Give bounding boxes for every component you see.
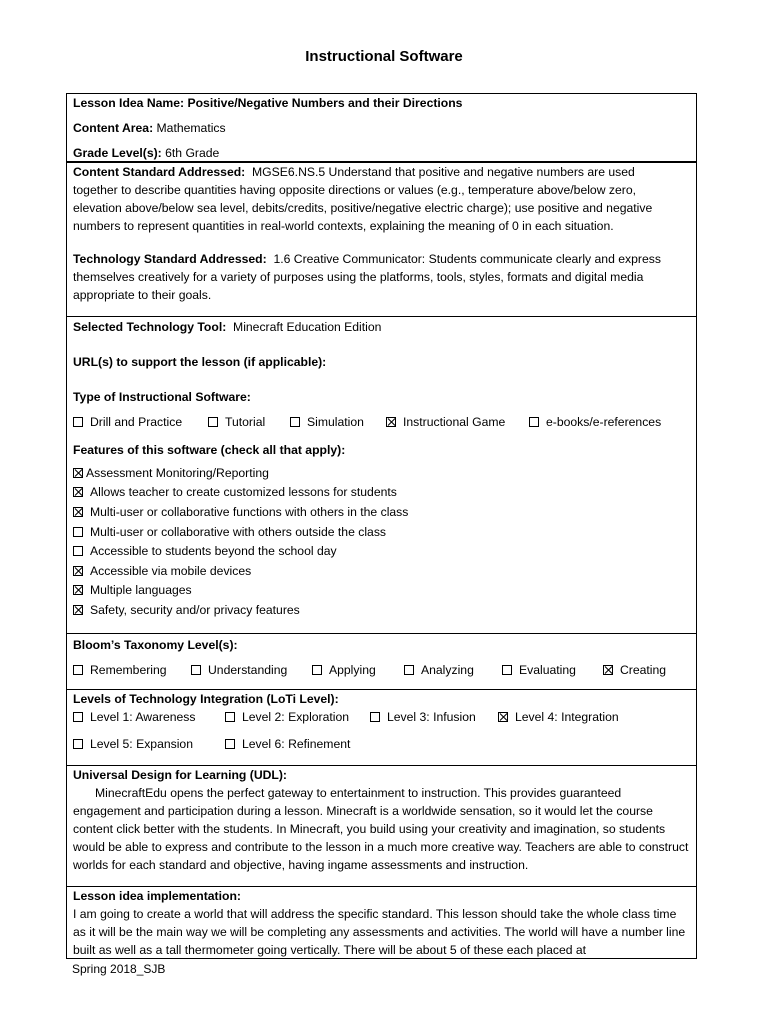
software-type-label: Type of Instructional Software: xyxy=(73,390,251,404)
loti-options-row-1 xyxy=(73,708,690,726)
tech-standard-line: 1.6 Creative Communicator: Students communicate clearly and express xyxy=(273,252,661,266)
content-standard-line: elevation above/below sea level, debits/credits, positive/negative electric charge); use positive and negative xyxy=(73,201,653,215)
software-type-options xyxy=(73,413,690,431)
blooms-label: Bloom’s Taxonomy Level(s): xyxy=(73,638,238,652)
tech-standard-line: themselves creatively for a variety of purposes using the platforms, tools, styles, formats and digital media xyxy=(73,270,644,284)
checkbox-icon[interactable] xyxy=(73,585,83,595)
implementation-text: I am going to create a world that will address the specific standard. This lesson should take the whole class time as it will be the main way we will be completing any assessments and activities. The world will have a number line built as well as a tall thermometer going vertically. There will be about 5 of these each placed at xyxy=(73,907,686,957)
content-area-row xyxy=(73,119,690,137)
type-option-label: e-books/e-references xyxy=(546,415,662,429)
loti-option-label: Level 1: Awareness xyxy=(90,710,196,724)
selected-tool-label: Selected Technology Tool: xyxy=(73,320,227,334)
checkbox-icon[interactable] xyxy=(312,665,322,675)
page-title: Instructional Software xyxy=(305,48,463,65)
checkbox-icon[interactable] xyxy=(208,417,218,427)
blooms-option[interactable] xyxy=(502,661,603,679)
udl-cell xyxy=(67,765,696,886)
blooms-option[interactable] xyxy=(312,661,404,679)
loti-options-row-2 xyxy=(73,735,690,753)
loti-option[interactable] xyxy=(498,708,619,726)
checkbox-icon[interactable] xyxy=(290,417,300,427)
type-option[interactable] xyxy=(386,413,529,431)
page-footer: Spring 2018_SJB xyxy=(72,962,166,976)
blooms-cell xyxy=(67,633,696,689)
feature-item[interactable] xyxy=(73,463,690,483)
blooms-options xyxy=(73,661,690,679)
content-standard-line: numbers to represent quantities in real-world contexts, explaining the meaning of 0 in each situation. xyxy=(73,219,614,233)
blooms-option-label: Creating xyxy=(620,663,667,677)
lesson-plan-table xyxy=(66,93,697,959)
loti-option[interactable] xyxy=(370,708,498,726)
type-option[interactable] xyxy=(529,413,661,431)
feature-label: Allows teacher to create customized lessons for students xyxy=(90,485,397,500)
content-area-label: Content Area: xyxy=(73,121,154,135)
selected-tool-row xyxy=(73,318,690,336)
loti-option-label: Level 4: Integration xyxy=(515,710,619,724)
checkbox-icon[interactable] xyxy=(370,712,380,722)
checkbox-icon[interactable] xyxy=(502,665,512,675)
implementation-cell xyxy=(67,886,696,958)
blooms-option-label: Evaluating xyxy=(519,663,576,677)
tech-standard-label: Technology Standard Addressed: xyxy=(73,252,267,266)
lesson-name-label: Lesson Idea Name: xyxy=(73,96,185,110)
tool-cell xyxy=(67,316,696,633)
feature-label: Multi-user or collaborative with others outside the class xyxy=(90,524,387,539)
udl-text-block xyxy=(73,784,690,874)
checkbox-icon[interactable] xyxy=(73,417,83,427)
feature-item[interactable] xyxy=(73,502,690,522)
content-standard-line: MGSE6.NS.5 Understand that positive and negative numbers are used xyxy=(252,165,635,179)
checkbox-icon[interactable] xyxy=(73,605,83,615)
checkbox-icon[interactable] xyxy=(386,417,396,427)
blooms-option-label: Remembering xyxy=(90,663,167,677)
feature-item[interactable] xyxy=(73,600,690,620)
feature-item[interactable] xyxy=(73,581,690,601)
content-standard-line: together to describe quantities having opposite directions or values (e.g., temperature above/below zero, xyxy=(73,183,636,197)
udl-label: Universal Design for Learning (UDL): xyxy=(73,768,287,782)
blooms-option[interactable] xyxy=(73,661,191,679)
url-label: URL(s) to support the lesson (if applicable): xyxy=(73,355,327,369)
checkbox-icon[interactable] xyxy=(225,712,235,722)
loti-option[interactable] xyxy=(73,735,225,753)
feature-item[interactable] xyxy=(73,483,690,503)
selected-tool-value: Minecraft Education Edition xyxy=(233,320,382,334)
tech-standard-row xyxy=(73,250,690,268)
feature-label: Accessible to students beyond the school day xyxy=(90,544,337,559)
content-area-value: Mathematics xyxy=(156,121,226,135)
blooms-option-label: Applying xyxy=(329,663,376,677)
checkbox-icon[interactable] xyxy=(404,665,414,675)
lesson-name-row xyxy=(73,94,690,112)
loti-option[interactable] xyxy=(73,708,225,726)
checkbox-icon[interactable] xyxy=(498,712,508,722)
blooms-option[interactable] xyxy=(404,661,502,679)
feature-item[interactable] xyxy=(73,561,690,581)
type-option-label: Tutorial xyxy=(225,415,266,429)
feature-label: Multiple languages xyxy=(90,583,192,598)
feature-label: Multi-user or collaborative functions with others in the class xyxy=(90,504,409,519)
checkbox-icon[interactable] xyxy=(73,527,83,537)
checkbox-icon[interactable] xyxy=(603,665,613,675)
checkbox-icon[interactable] xyxy=(73,566,83,576)
checkbox-icon[interactable] xyxy=(529,417,539,427)
checkbox-icon[interactable] xyxy=(73,665,83,675)
checkbox-icon[interactable] xyxy=(73,487,83,497)
checkbox-icon[interactable] xyxy=(73,739,83,749)
checkbox-icon[interactable] xyxy=(225,739,235,749)
checkbox-icon[interactable] xyxy=(73,507,83,517)
loti-label: Levels of Technology Integration (LoTi Level): xyxy=(73,692,339,706)
type-option[interactable] xyxy=(290,413,386,431)
type-option[interactable] xyxy=(73,413,208,431)
loti-cell xyxy=(67,689,696,765)
checkbox-icon[interactable] xyxy=(73,546,83,556)
feature-item[interactable] xyxy=(73,522,690,542)
checkbox-icon[interactable] xyxy=(191,665,201,675)
type-option-label: Simulation xyxy=(307,415,364,429)
checkbox-icon[interactable] xyxy=(73,468,83,478)
implementation-label: Lesson idea implementation: xyxy=(73,889,241,903)
loti-option[interactable] xyxy=(225,708,370,726)
blooms-option[interactable] xyxy=(191,661,312,679)
type-option[interactable] xyxy=(208,413,290,431)
loti-option-label: Level 5: Expansion xyxy=(90,737,193,751)
loti-option-label: Level 3: Infusion xyxy=(387,710,476,724)
content-standard-label: Content Standard Addressed: xyxy=(73,165,246,179)
type-option-label: Instructional Game xyxy=(403,415,506,429)
feature-label: Assessment Monitoring/Reporting xyxy=(86,465,269,480)
blooms-option-label: Understanding xyxy=(208,663,288,677)
grade-row xyxy=(73,144,690,161)
blooms-option-label: Analyzing xyxy=(421,663,474,677)
grade-label: Grade Level(s): xyxy=(73,146,162,160)
standards-cell xyxy=(67,161,696,316)
loti-option-label: Level 6: Refinement xyxy=(242,737,351,751)
lesson-info-cell xyxy=(67,94,696,161)
udl-text: MinecraftEdu opens the perfect gateway to entertainment to instruction. This provides guaranteed engagement and participation during a lesson. Minecraft is a worldwide sensation, so it would let the course content click better with the students. In Minecraft, you build using your creativity and imagination, so students would be able to express and contribute to the lesson in a much more creative way. Teachers are able to construct worlds for each standard and objective, having ingame assessments and instruction. xyxy=(73,786,689,872)
content-standard-row xyxy=(73,163,690,181)
feature-label: Accessible via mobile devices xyxy=(90,563,252,578)
tech-standard-line: appropriate to their goals. xyxy=(73,288,212,302)
loti-option[interactable] xyxy=(225,735,350,753)
feature-label: Safety, security and/or privacy features xyxy=(90,602,300,617)
grade-value: 6th Grade xyxy=(165,146,220,160)
type-option-label: Drill and Practice xyxy=(90,415,183,429)
feature-item[interactable] xyxy=(73,541,690,561)
features-label: Features of this software (check all that apply): xyxy=(73,443,346,457)
blooms-option[interactable] xyxy=(603,661,666,679)
implementation-text-block xyxy=(73,905,690,958)
checkbox-icon[interactable] xyxy=(73,712,83,722)
lesson-name-value: Positive/Negative Numbers and their Directions xyxy=(187,96,463,110)
loti-option-label: Level 2: Exploration xyxy=(242,710,350,724)
